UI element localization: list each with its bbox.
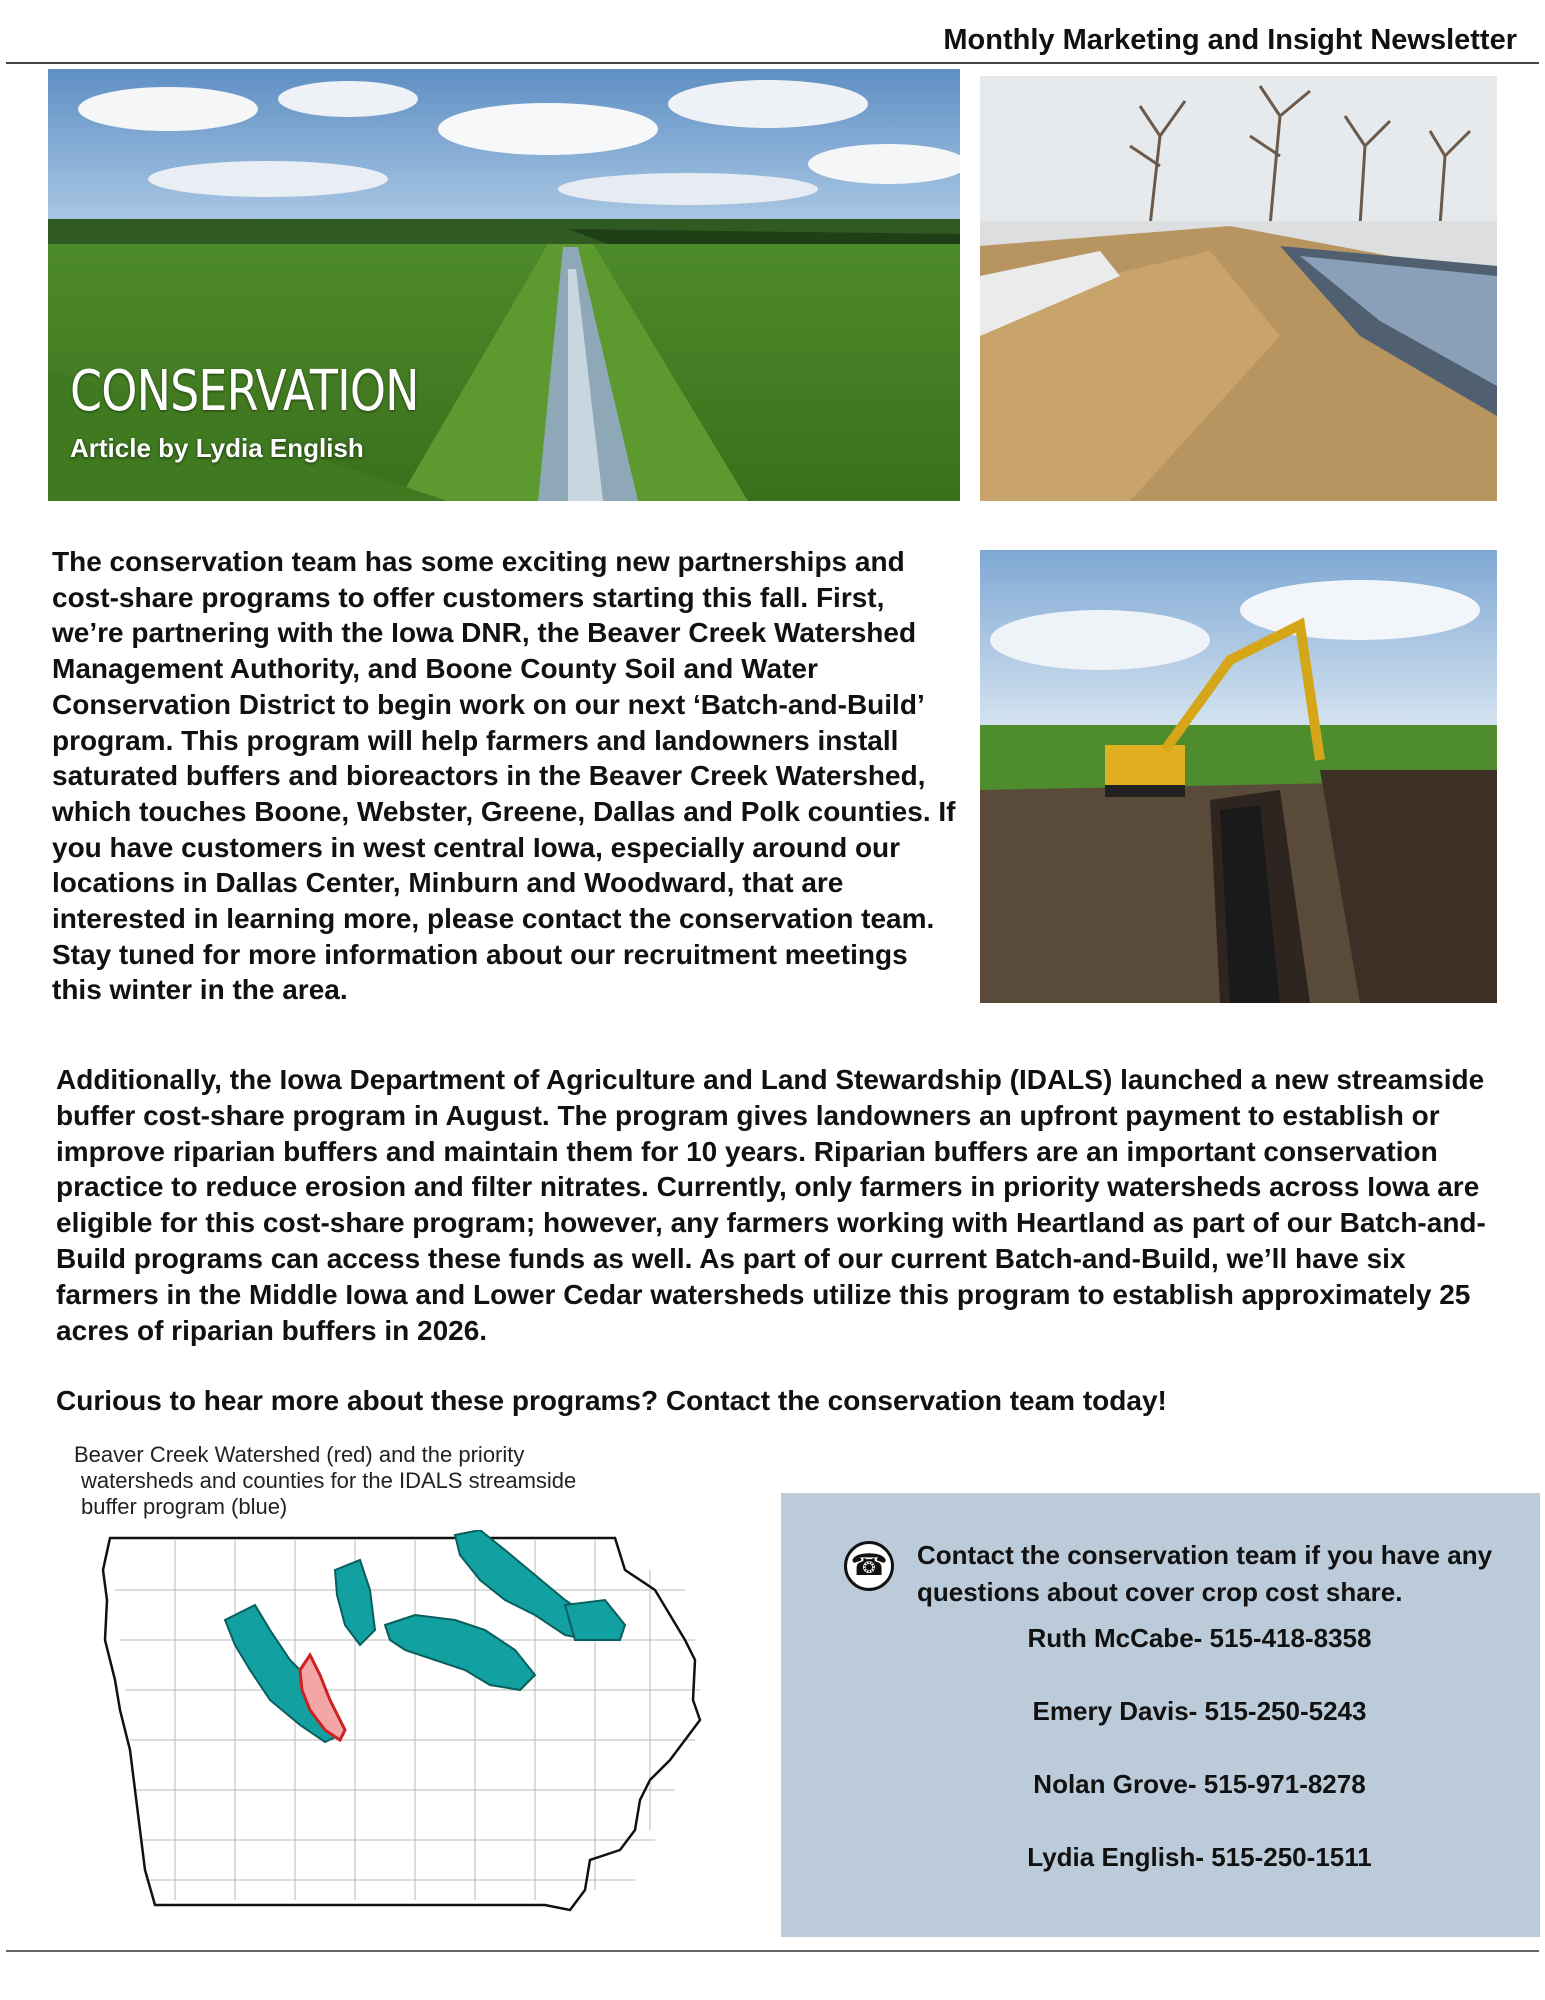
hero-byline: Article by Lydia English: [70, 433, 364, 463]
hero-photo: [48, 69, 960, 501]
phone-icon: ☎: [844, 1541, 894, 1591]
article-paragraph-2: Additionally, the Iowa Department of Agriculture and Land Stewardship (IDALS) launched a new streamside buffer cost-share program in August. The program gives landowners an upfront payment to establish or improve riparian buffers and maintain them for 10 years. Riparian buffers are an important conservation practice to reduce erosion and filter nitrates. Currently, only farmers in priority watersheds across Iowa are eligible for this cost-share program; however, any farmers working with Heartland as part of our Batch-and-Build programs can access these funds as well. As part of our current Batch-and-Build, we’ll have six farmers in the Middle Iowa and Lower Cedar watersheds utilize this program to establish approximately 25 acres of riparian buffers in 2026.: [56, 1064, 1486, 1346]
contact-ruth-mccabe: Ruth McCabe- 515-418-8358: [1027, 1623, 1372, 1653]
article-paragraph-1: The conservation team has some exciting new partnerships and cost-share programs to offer customers starting this fall. First, we’re partnering with the Iowa DNR, the Beaver Creek Watershed Management Authority, and Boone County Soil and Water Conservation District to begin work on our next ‘Batch-and-Build’ program. This program will help farmers and landowners install saturated buffers and bioreactors in the Beaver Creek Watershed, which touches Boone, Webster, Greene, Dallas and Polk counties. If you have customers in west central Iowa, especially around our locations in Dallas Center, Minburn and Woodward, that are interested in learning more, please contact the conservation team. Stay tuned for more information about our recruitment meetings this winter in the area.: [52, 546, 956, 1006]
iowa-state-border: [103, 1538, 700, 1910]
contact-box: [781, 1493, 1540, 1937]
header-divider: [6, 62, 1539, 64]
contact-emery-davis: Emery Davis- 515-250-5243: [1032, 1696, 1367, 1726]
article-paragraph-3: Curious to hear more about these programs? Contact the conservation team today!: [56, 1385, 1167, 1416]
map-caption: [74, 1442, 634, 1520]
map-caption-line: Beaver Creek Watershed (red) and the priority: [74, 1442, 525, 1467]
iowa-watershed-map: [95, 1530, 715, 1930]
contact-nolan-grove: Nolan Grove- 515-971-8278: [1033, 1769, 1366, 1799]
footer-divider: [6, 1950, 1539, 1952]
excavator-photo: [980, 550, 1497, 1003]
map-caption-line: buffer program (blue): [81, 1494, 288, 1519]
hero-title: CONSERVATION: [70, 359, 419, 424]
contact-heading: Contact the conservation team if you have any questions about cover crop cost share.: [917, 1540, 1493, 1607]
priority-watersheds: [225, 1530, 625, 1742]
contact-lydia-english: Lydia English- 515-250-1511: [1027, 1842, 1372, 1872]
newsletter-title: Monthly Marketing and Insight Newsletter: [943, 24, 1517, 56]
winter-stream-photo: [980, 76, 1497, 501]
map-caption-line: watersheds and counties for the IDALS streamside: [81, 1468, 577, 1493]
